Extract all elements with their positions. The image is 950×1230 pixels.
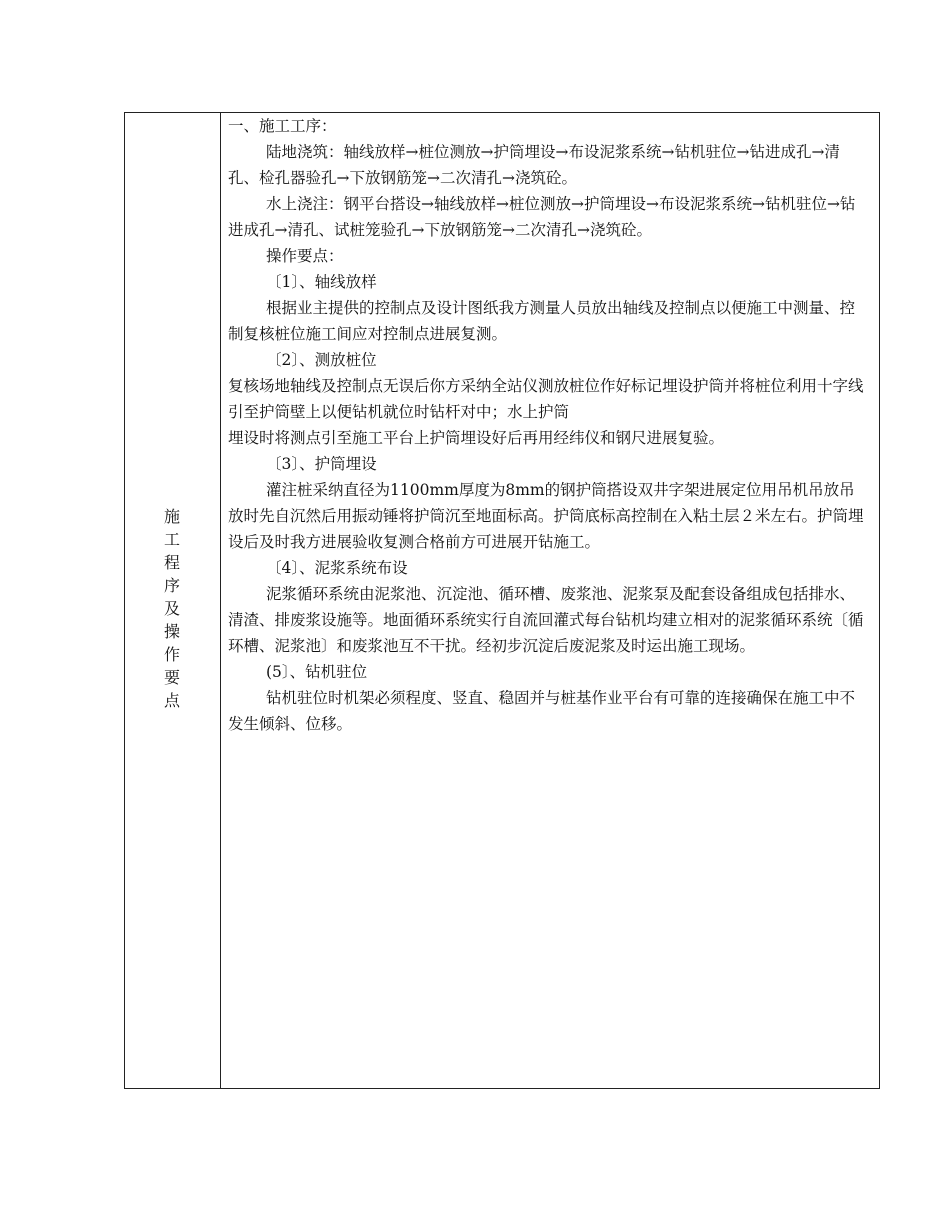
- row-header-char: 点: [163, 691, 180, 710]
- row-header-char: 作: [163, 645, 180, 664]
- column-divider: [220, 112, 221, 1089]
- content-paragraph: 〔4〕、泥浆系统布设: [266, 559, 408, 577]
- row-header-char: 要: [163, 668, 180, 687]
- content-paragraph: 灌注桩采纳直径为1100mm厚度为8mm的钢护筒搭设双井字架进展定位用吊机吊放吊放时先自沉然后用振动锤将护筒沉至地面标高。护筒底标高控制在入粘土层２米左右。护筒埋设后及时我方进展验收复测合格前方可进展开钻施工。: [228, 481, 864, 551]
- content-paragraph: 根据业主提供的控制点及设计图纸我方测量人员放出轴线及控制点以便施工中测量、控制复核桩位施工间应对控制点进展复测。: [228, 299, 856, 343]
- content-paragraph: 水上浇注：钢平台搭设→轴线放样→桩位测放→护筒埋设→布设泥浆系统→钻机驻位→钻进成孔→清孔、试桩笼验孔→下放钢筋笼→二次清孔→浇筑砼。: [228, 195, 856, 239]
- content-paragraph: 〔3〕、护筒埋设: [266, 455, 377, 473]
- content-cell: [228, 113, 868, 737]
- content-paragraph: 陆地浇筑：轴线放样→桩位测放→护筒埋设→布设泥浆系统→钻机驻位→钻进成孔→清孔、检孔器验孔→下放钢筋笼→二次清孔→浇筑砼。: [228, 143, 840, 187]
- row-header-char: 工: [163, 530, 180, 549]
- content-paragraph: 操作要点：: [266, 247, 344, 265]
- content-paragraph: 〔2〕、测放桩位: [266, 351, 377, 369]
- content-paragraph: 〔1〕、轴线放样: [266, 273, 377, 291]
- content-paragraph: 钻机驻位时机架必须程度、竖直、稳固并与桩基作业平台有可靠的连接确保在施工中不发生倾斜、位移。: [228, 689, 856, 733]
- row-header-char: 及: [163, 599, 180, 618]
- content-paragraph: (5〕、钻机驻位: [266, 663, 368, 681]
- content-paragraph: 一、施工工序：: [228, 117, 337, 135]
- row-header-label: [124, 505, 220, 712]
- row-header-char: 序: [163, 576, 180, 595]
- content-paragraph: 复核场地轴线及控制点无误后你方采纳全站仪测放桩位作好标记埋设护筒并将桩位利用十字线引至护筒壁上以便钻机就位时钻杆对中；水上护筒: [228, 377, 864, 421]
- row-header-char: 施: [163, 507, 180, 526]
- content-paragraph: 埋设时将测点引至施工平台上护筒埋设好后再用经纬仪和钢尺进展复验。: [228, 429, 725, 447]
- row-header-char: 程: [163, 553, 180, 572]
- content-paragraph: 泥浆循环系统由泥浆池、沉淀池、循环槽、废浆池、泥浆泵及配套设备组成包括排水、清渣、排废浆设施等。地面循环系统实行自流回灌式每台钻机均建立相对的泥浆循环系统〔循环槽、泥浆池〕和废浆池互不干扰。经初步沉淀后废泥浆及时运出施工现场。: [228, 585, 864, 655]
- row-header-char: 操: [163, 622, 180, 641]
